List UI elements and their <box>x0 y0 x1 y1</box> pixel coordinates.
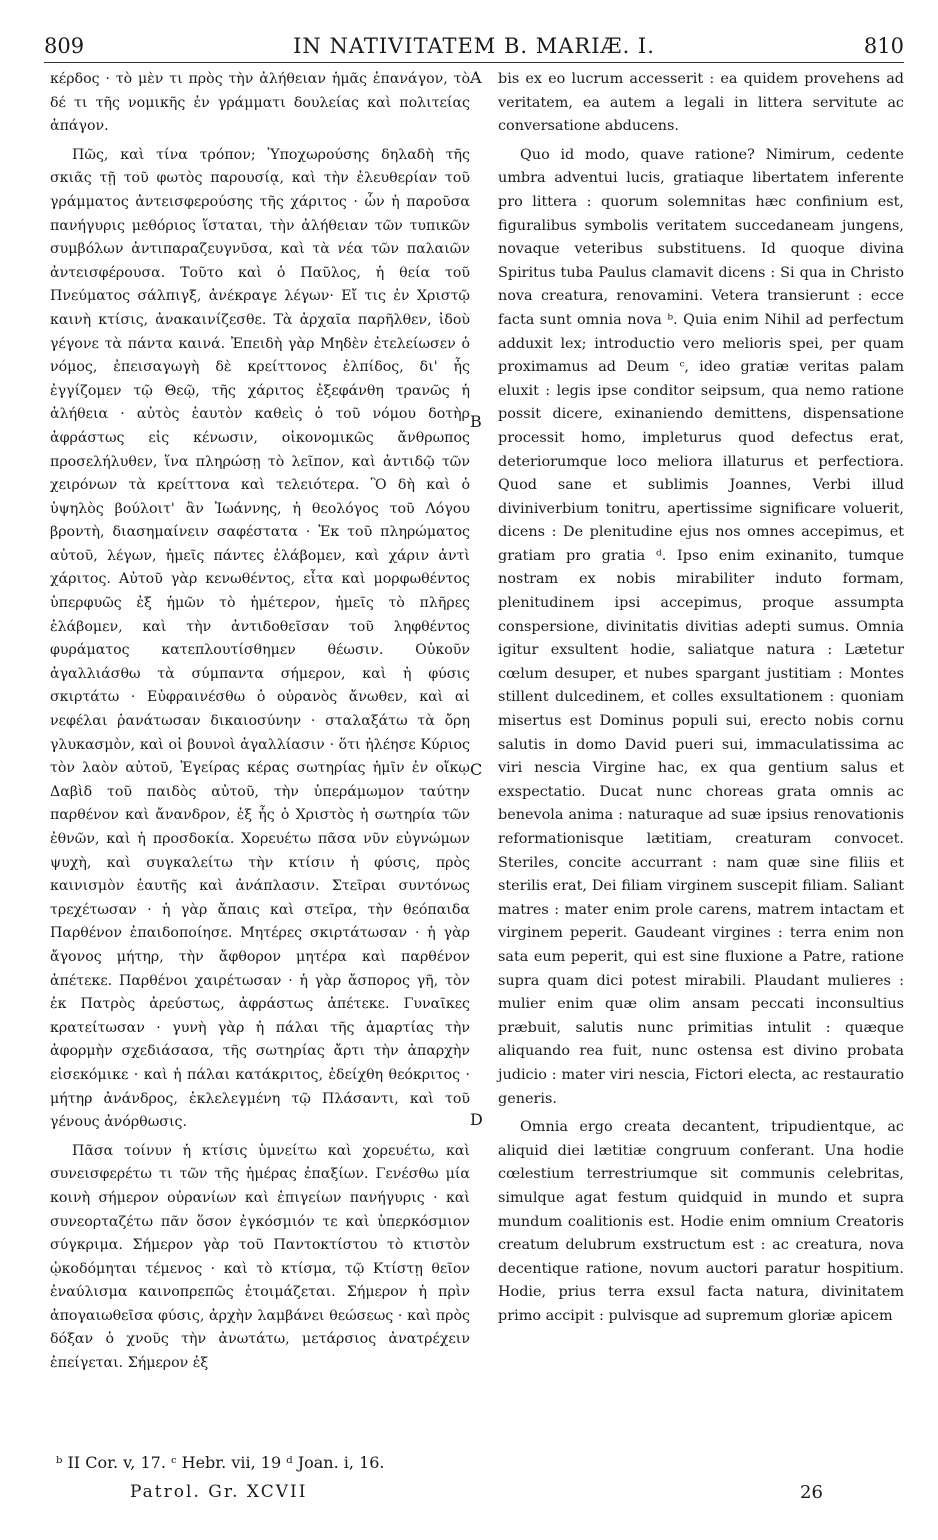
running-title: IN NATIVITATEM B. MARIÆ. I. <box>293 34 655 58</box>
header-rule <box>44 62 904 63</box>
running-header <box>44 34 904 64</box>
latin-paragraph: bis ex eo lucrum accesserit : ea quidem provehens ad veritatem, ea autem a legali in littera servitute ac conversatione abducens. <box>498 71 904 135</box>
latin-paragraph: Omnia ergo creata decantent, tripudientque, ac aliquid diei lætitiæ congruum conferant. Una hodie cœlestium terrestriumque sit communis celebritas, simulque agat festum quidquid in mundo et supra mundum coalitionis est. Hodie enim omnium Creatoris creatum delubrum exstructum est : ac creatura, nova decentique ratione, novum auctori paratur hospitium. Hodie, prius terra exsul facta natura, divinitatem primo accipit : pulvisque ad supremum gloriæ apicem <box>498 1119 904 1324</box>
greek-paragraph: Πᾶσα τοίνυν ἡ κτίσις ὑμνείτω καὶ χορευέτω, καὶ συνεισφερέτω τι τῶν τῆς ἡμέρας ἐπαξίων. Γενέσθω μία κοινὴ σήμερον οὐρανίων καὶ ἐπιγείων πανήγυρις · καὶ συνεορταζέτω πᾶν ὅσον ἐγκόσμιόν τε καὶ ὑπερκόσμιον σύγκριμα. Σήμερον γὰρ τοῦ Παντοκτίστου τὸ κτιστὸν ᾠκοδόμηται τέμενος · καὶ τὸ κτίσμα, τῷ Κτίστῃ θεῖον ἐναύλισμα καινοπρεπῶς ἑτοιμάζεται. Σήμερον ἡ πρὶν ἀπογαιωθεῖσα φύσις, ἀρχὴν λαμβάνει θεώσεως · καὶ πρὸς δόξαν ὁ χνοῦς τὴν ἀνωτάτω, μετάρσιος ἀνατρέχειν ἐπείγεται. Σήμερον ἐξ <box>50 1142 470 1372</box>
footnotes: ᵇ II Cor. v, 17. ᶜ Hebr. vii, 19 ᵈ Joan. i, 16. <box>56 1453 385 1472</box>
margin-letter-a: A <box>470 68 482 87</box>
margin-letter-b: B <box>470 412 482 431</box>
latin-column <box>498 68 904 1333</box>
latin-paragraph: Quo id modo, quave ratione? Nimirum, cedente umbra adventui lucis, gratiaque libertatem inferente pro littera : quorum solemnitas hæc confinium est, figuralibus symbolis veritatem succedaneam jungens, novaque veteribus substituens. Id quoque divina Spiritus tuba Paulus clamavit dicens : Si qua in Christo nova creatura, renovamini. Vetera transierunt : ecce facta sunt omnia nova ᵇ. Quia enim Nihil ad perfectum adduxit lex; introductio vero melioris spei, per quam proximamus ad Deum ᶜ, ideo gratiæ veritas palam eluxit : legis ipse conditor seipsum, qua nemo ratione possit dicere, exinaniendo demittens, dispensatione processit homo, impleturus quod defectus erat, deteriorumque loco meliora illaturus et perfectiora. Quod sane et sublimis Joannes, Verbi illud diviniverbium tonitru, apertissime significare voluerit, dicens : De plenitudine ejus nos omnes accepimus, et gratiam pro gratia ᵈ. Ipso enim exinanito, tumque nostram ex nobis mirabiliter induto formam, plenitudinem ipsi accepimus, proque assumpta conspersione, divinitatis divitias adepti sumus. Omnia igitur exsultent hodie, saliatque natura : Lætetur cœlum desuper, et nubes spargant justitiam : Montes stillent dulcedinem, et colles exsultationem : quoniam misertus est Dominus populi sui, erecto nobis cornu salutis in domo David pueri sui, immaculatissima ac viri nescia Virgine hac, ex qua gentium salus et exspectatio. Ducat nunc choreas grata omnis ac benevola anima : naturaque ad suæ ipsius renovationis reformationisque lætitiam, creaturam convocet. Steriles, concite accurrant : nam quæ sine filiis et sterilis erat, Dei filiam virginem suscepit filiam. Saliant matres : mater enim prole carens, matrem intactam et virginem peperit. Gaudeant virgines : terra enim non sata eum peperit, qui est sine fluxione a Patre, ratione supra quam dici potest mirabili. Plaudant mulieres : mulier enim quæ olim ansam peccati inconsultius præbuit, salutis nunc primitias intulit : quæque aliquando rea fuit, nunc ostensa est divino probata judicio : mater viri nescia, Fictori electa, ac restauratio generis. <box>498 146 904 1107</box>
greek-column <box>50 68 470 1381</box>
margin-letter-d: D <box>470 1110 483 1129</box>
margin-letter-c: C <box>470 760 483 779</box>
greek-paragraph: κέρδος · τὸ μὲν τι πρὸς τὴν ἀλήθειαν ἡμᾶς ἐπανάγον, τὸ δέ τι τῆς νομικῆς ἐν γράμματι δουλείας καὶ πολιτείας ἀπάγον. <box>50 71 470 135</box>
printer-signature: Patrol. Gr. XCVII <box>130 1482 308 1502</box>
signature-number: 26 <box>800 1482 823 1503</box>
greek-paragraph: Πῶς, καὶ τίνα τρόπον; Ὑποχωρούσης δηλαδὴ τῆς σκιᾶς τῇ τοῦ φωτὸς παρουσίᾳ, καὶ τὴν ἐλευθερίαν τοῦ γράμματος ἀντεισφερούσης τῆς χάριτος · ὧν ἡ παροῦσα πανήγυρις μεθόριος ἵσταται, τὴν ἀλήθειαν τῶν τυπικῶν συμβόλων ἀντιπαραζευγνῦσα, καὶ τὰ νέα τῶν παλαιῶν ἀντεισφέρουσα. Τοῦτο καὶ ὁ Παῦλος, ἡ θεία τοῦ Πνεύματος σάλπιγξ, ἀνέκραγε λέγων· Εἴ τις ἐν Χριστῷ καινὴ κτίσις, ἀνακαινίζεσθε. Τὰ ἀρχαῖα παρῆλθεν, ἰδοὺ γέγονε τὰ πάντα καινά. Ἐπειδὴ γὰρ Μηδὲν ἐτελείωσεν ὁ νόμος, ἐπεισαγωγὴ δὲ κρείττονος ἐλπίδος, δι' ἧς ἐγγίζομεν τῷ Θεῷ, τῆς χάριτος ἐξεφάνθη τρανῶς ἡ ἀλήθεια · αὐτὸς ἑαυτὸν καθεὶς ὁ τοῦ νόμου δοτὴρ ἀφράστως εἰς κένωσιν, οἰκονομικῶς ἄνθρωπος προσελήλυθεν, ἵνα πληρώσῃ τὸ λεῖπον, καὶ ἀντιδῷ τῶν χειρόνων τὰ κρείττονα καὶ τελειότερα. Ὃ δὴ καὶ ὁ ὑψηλὸς βούλοιτ' ἂν Ἰωάννης, ἡ θεολόγος τοῦ Λόγου βροντὴ, διασημαίνειν σαφέστατα · Ἐκ τοῦ πληρώματος αὐτοῦ, λέγων, ἡμεῖς πάντες ἐλάβομεν, καὶ χάριν ἀντὶ χάριτος. Αὐτοῦ γὰρ κενωθέντος, εἶτα καὶ μορφωθέντος ὑπερφυῶς ἐξ ἡμῶν τὸ ἡμέτερον, ἡμεῖς τὸ πλῆρες ἐλάβομεν, καὶ τὴν ἀντιδοθεῖσαν τοῦ ληφθέντος φυράματος κατεπλουτίσθημεν θέωσιν. Οὐκοῦν ἀγαλλιάσθω τὰ σύμπαντα σήμερον, καὶ ἡ φύσις σκιρτάτω · Εὐφραινέσθω ὁ οὐρανὸς ἄνωθεν, καὶ αἱ νεφέλαι ῥανάτωσαν δικαιοσύνην · σταλαξάτω τὰ ὄρη γλυκασμὸν, καὶ οἱ βουνοὶ ἀγαλλίασιν · ὅτι ἠλέησε Κύριος τὸν λαὸν αὐτοῦ, Ἐγείρας κέρας σωτηρίας ἡμῖν ἐν οἴκῳ Δαβὶδ τοῦ παιδὸς αὐτοῦ, τὴν ὑπεράμωμον ταύτην παρθένον καὶ ἄνανδρον, ἐξ ἧς ὁ Χριστὸς ἡ σωτηρία τῶν ἐθνῶν, καὶ ἡ προσδοκία. Χορευέτω πᾶσα νῦν εὐγνώμων ψυχὴ, καὶ συγκαλείτω τὴν κτίσιν ἡ φύσις, πρὸς καινισμὸν ἑαυτῆς καὶ ἀνάπλασιν. Στεῖραι συντόνως τρεχέτωσαν · ἡ γὰρ ἄπαις καὶ στεῖρα, τὴν θεόπαιδα Παρθένον ἐπαιδοποίησε. Μητέρες σκιρτάτωσαν · ἡ γὰρ ἄγονος μήτηρ, τὴν ἄφθορον μητέρα καὶ παρθένον ἀπέτεκε. Παρθένοι χαιρέτωσαν · ἡ γὰρ ἄσπορος γῆ, τὸν ἐκ Πατρὸς ἀρεύστως, ἀφράστως ἀπέτεκε. Γυναῖκες κρατείτωσαν · γυνὴ γὰρ ἡ πάλαι τῆς ἁμαρτίας τὴν ἀφορμὴν σχεδιάσασα, τῆς σωτηρίας ἄρτι τὴν ἀπαρχὴν εἰσεκόμικε · καὶ ἡ πάλαι κατάκριτος, ἐδείχθη θεόκριτος · μήτηρ ἀνάνδρος, ἐκλελεγμένη τῷ Πλάσαντι, καὶ τοῦ γένους ἀνόρθωσις. <box>50 146 470 1131</box>
right-column-number: 810 <box>863 34 904 58</box>
left-column-number: 809 <box>44 34 85 58</box>
